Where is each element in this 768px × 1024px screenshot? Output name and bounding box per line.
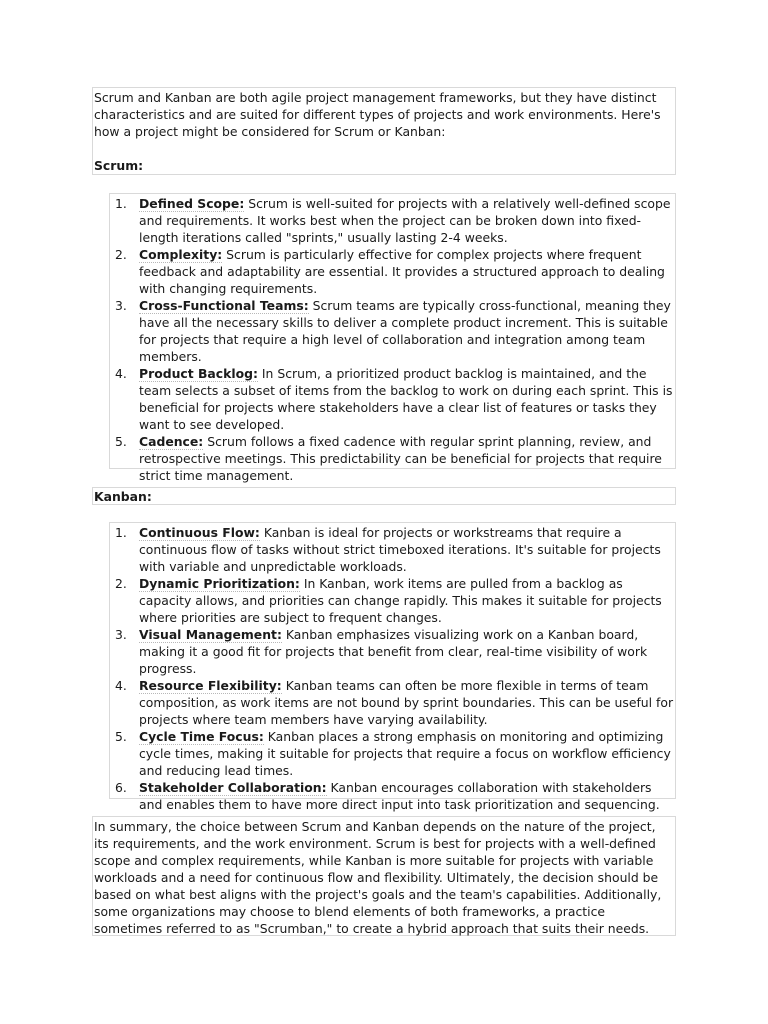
list-text: Kanban teams can often be more flexible in terms of team composition, as work items are not bound by sprint boundaries. This can be useful for projects where team members have varying availability.	[139, 678, 674, 727]
scrum-list-section	[109, 193, 676, 483]
list-item	[110, 246, 675, 297]
kanban-heading: Kanban:	[94, 489, 152, 504]
kanban-list-section	[109, 522, 676, 812]
list-number: 1.	[115, 525, 127, 540]
list-text: Kanban emphasizes visualizing work on a Kanban board, making it a good fit for projects that benefit from clear, real-time visibility of work progress.	[139, 627, 648, 676]
list-term: Visual Management:	[139, 627, 282, 642]
summary-section	[92, 816, 676, 936]
list-number: 6.	[115, 780, 127, 795]
list-text: Kanban places a strong emphasis on monitoring and optimizing cycle times, making it suitable for projects that require a focus on workflow efficiency and reducing lead times.	[139, 729, 671, 778]
list-text: Kanban is ideal for projects or workstreams that require a continuous flow of tasks without strict timeboxed iterations. It's suitable for projects with variable and unpredictable workloads.	[139, 525, 661, 574]
list-number: 5.	[115, 434, 127, 449]
list-term: Continuous Flow:	[139, 525, 260, 540]
list-term: Dynamic Prioritization:	[139, 576, 300, 591]
list-term: Complexity:	[139, 247, 223, 262]
list-text: Scrum follows a fixed cadence with regular sprint planning, review, and retrospective meetings. This predictability can be beneficial for projects that require strict time management.	[139, 434, 662, 483]
list-item	[110, 297, 675, 365]
list-number: 4.	[115, 678, 127, 693]
list-item	[110, 626, 675, 677]
list-number: 4.	[115, 366, 127, 381]
list-number: 5.	[115, 729, 127, 744]
list-text: Scrum is well-suited for projects with a relatively well-defined scope and requirements. It works best when the project can be broken down into fixed-length iterations called "sprints," usually lasting 2-4 weeks.	[139, 196, 671, 245]
list-number: 2.	[115, 576, 127, 591]
list-text: Scrum teams are typically cross-functional, meaning they have all the necessary skills to deliver a complete product increment. This is suitable for projects that require a high level of collaboration and integration among team members.	[139, 298, 671, 364]
intro-paragraph: Scrum and Kanban are both agile project management frameworks, but they have distinct characteristics and are suited for different types of projects and work environments. Here's how a project might be considered for Scrum or Kanban:	[94, 90, 661, 139]
scrum-heading: Scrum:	[94, 158, 144, 173]
list-term: Cycle Time Focus:	[139, 729, 264, 744]
list-term: Cross-Functional Teams:	[139, 298, 309, 313]
list-item	[110, 433, 675, 484]
list-text: Scrum is particularly effective for complex projects where frequent feedback and adaptability are essential. It provides a structured approach to dealing with changing requirements.	[139, 247, 665, 296]
list-item	[110, 779, 675, 813]
kanban-heading-section	[92, 487, 676, 505]
list-term: Product Backlog:	[139, 366, 258, 381]
list-item	[110, 575, 675, 626]
list-item	[110, 677, 675, 728]
list-number: 3.	[115, 298, 127, 313]
list-number: 3.	[115, 627, 127, 642]
summary-paragraph: In summary, the choice between Scrum and Kanban depends on the nature of the project, its requirements, and the work environment. Scrum is best for projects with a well-defined scope and complex requirements, while Kanban is more suitable for projects with variable workloads and a need for continuous flow and flexibility. Ultimately, the decision should be based on what best aligns with the project's goals and the team's capabilities. Additionally, some organizations may choose to blend elements of both frameworks, a practice sometimes referred to as "Scrumban," to create a hybrid approach that suits their needs.	[94, 819, 662, 936]
list-text: Kanban encourages collaboration with stakeholders and enables them to have more direct input into task prioritization and sequencing.	[139, 780, 660, 812]
list-term: Cadence:	[139, 434, 204, 449]
list-text: In Kanban, work items are pulled from a backlog as capacity allows, and priorities can change rapidly. This makes it suitable for projects where priorities are subject to frequent changes.	[139, 576, 662, 625]
kanban-list	[110, 524, 675, 813]
list-term: Resource Flexibility:	[139, 678, 282, 693]
scrum-list	[110, 195, 675, 484]
list-item	[110, 524, 675, 575]
list-term: Stakeholder Collaboration:	[139, 780, 327, 795]
list-item	[110, 365, 675, 433]
list-number: 1.	[115, 196, 127, 211]
list-item	[110, 728, 675, 779]
list-item	[110, 195, 675, 246]
intro-section	[92, 87, 676, 175]
list-number: 2.	[115, 247, 127, 262]
list-term: Defined Scope:	[139, 196, 245, 211]
list-text: In Scrum, a prioritized product backlog is maintained, and the team selects a subset of items from the backlog to work on during each sprint. This is beneficial for projects where stakeholders have a clear list of features or tasks they want to see developed.	[139, 366, 673, 432]
